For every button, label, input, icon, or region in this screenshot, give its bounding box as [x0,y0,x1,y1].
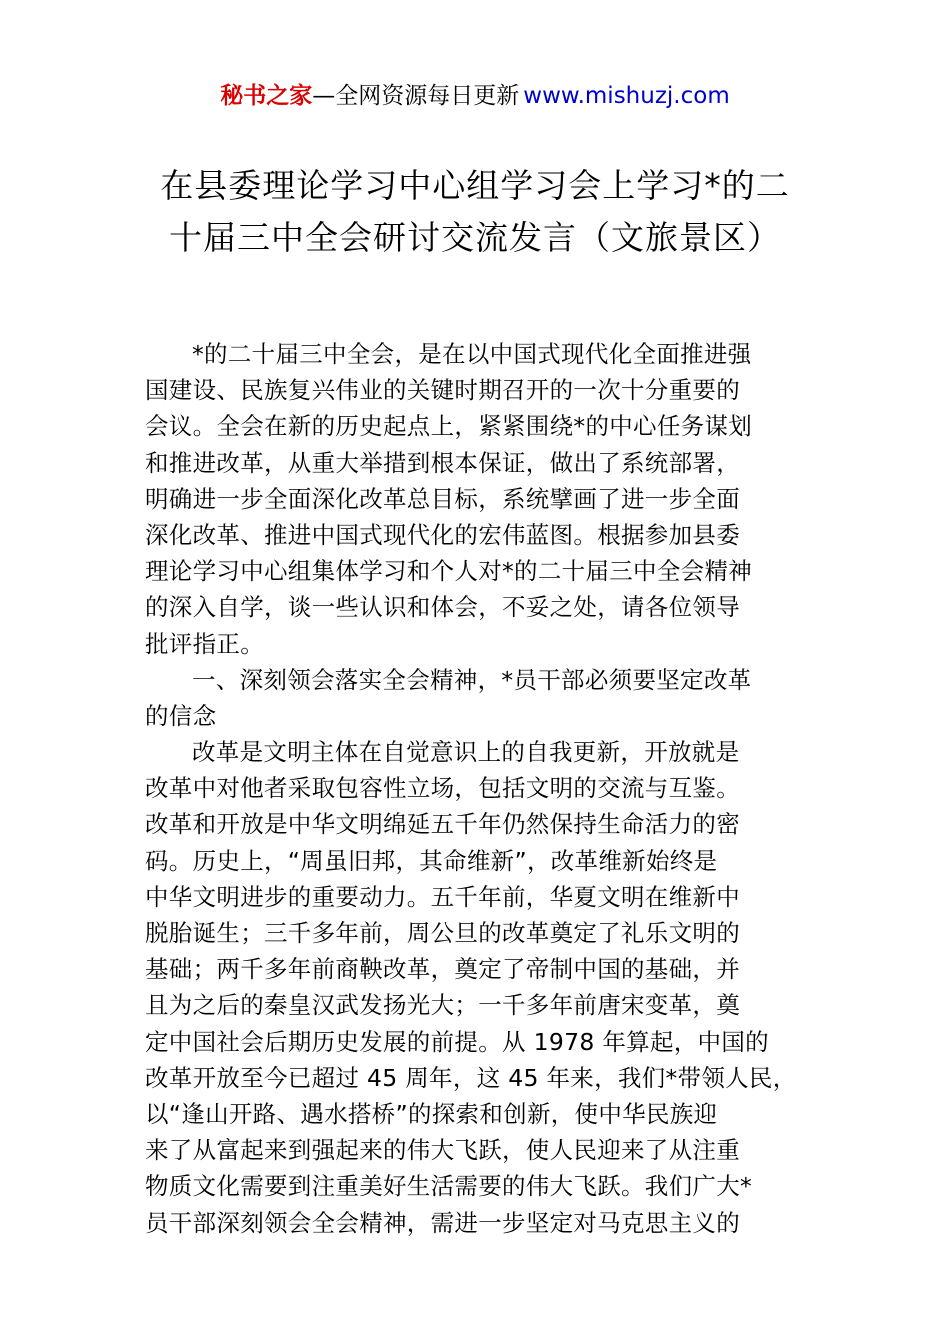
brand-name: 秘书之家 [220,83,313,109]
paragraph-line: 的深入自学，谈一些认识和体会，不妥之处，请各位领导 [145,593,740,622]
paragraph-line: 理论学习中心组集体学习和个人对*的二十届三中全会精神 [145,557,753,586]
paragraph-line: 以“逢山开路、遇水搭桥”的探索和创新，使中华民族迎 [145,1099,718,1128]
paragraph-line: 会议。全会在新的历史起点上，紧紧围绕*的中心任务谋划 [145,412,753,441]
title-line-1: 在县委理论学习中心组学习会上学习*的二 [160,166,790,205]
title-line-2: 十届三中全会研讨交流发言（文旅景区） [169,218,781,257]
paragraph-line: 员干部深刻领会全会精神，需进一步坚定对马克思主义的 [145,1208,740,1237]
header-tagline: —全网资源每日更新 [312,83,520,109]
paragraph-line: 国建设、民族复兴伟业的关键时期召开的一次十分重要的 [145,376,740,405]
paragraph-line: 深化改革、推进中国式现代化的宏伟蓝图。根据参加县委 [145,520,740,549]
paragraph-line: 改革中对他者采取包容性立场，包括文明的交流与互鉴。 [145,774,740,803]
paragraph-line: 码。历史上，“周虽旧邦，其命维新”，改革维新始终是 [145,846,718,875]
paragraph-line: 物质文化需要到注重美好生活需要的伟大飞跃。我们广大* [145,1172,753,1201]
site-url-link[interactable]: www.mishuzj.com [523,83,730,109]
document-body [145,336,810,1241]
paragraph-line: 明确进一步全面深化改革总目标，系统擘画了进一步全面 [145,484,740,513]
paragraph-line: 且为之后的秦皇汉武发扬光大；一千多年前唐宋变革，奠 [145,991,740,1020]
section-heading-line: 一、深刻领会落实全会精神，*员干部必须要坚定改革 [192,665,752,694]
document-title [140,160,810,264]
paragraph-line: 中华文明进步的重要动力。五千年前，华夏文明在维新中 [145,882,740,911]
paragraph-line: *的二十届三中全会，是在以中国式现代化全面推进强 [192,340,752,368]
section-heading-line: 的信念 [145,701,217,730]
paragraph-line: 改革和开放是中华文明绵延五千年仍然保持生命活力的密 [145,810,740,839]
paragraph-line: 改革是文明主体在自觉意识上的自我更新，开放就是 [192,738,740,767]
paragraph-line: 和推进改革，从重大举措到根本保证，做出了系统部署， [145,448,740,477]
paragraph-line: 来了从富起来到强起来的伟大飞跃，使人民迎来了从注重 [145,1136,740,1165]
paragraph-line: 批评指正。 [145,629,264,658]
paragraph-line: 改革开放至今已超过 45 周年，这 45 年来，我们*带领人民， [145,1063,797,1092]
paragraph-line: 脱胎诞生；三千多年前，周公旦的改革奠定了礼乐文明的 [145,919,740,947]
site-header [0,80,950,112]
paragraph-line: 基础；两千多年前商鞅改革，奠定了帝制中国的基础，并 [145,955,740,984]
paragraph-line: 定中国社会后期历史发展的前提。从 1978 年算起，中国的 [145,1027,769,1056]
